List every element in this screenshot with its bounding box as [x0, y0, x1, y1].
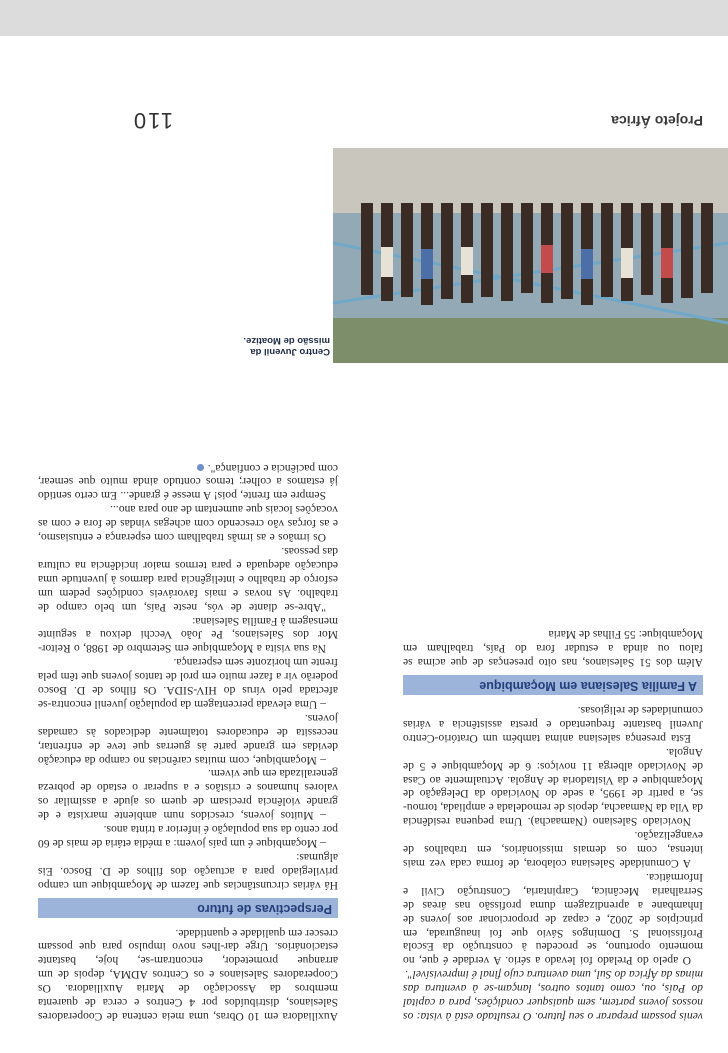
page-number: 110	[131, 108, 173, 133]
paragraph: – Moçambique, com muitas carências no campo da educação devidas em grande parte às guerras que teve de enfrentar, necessita de educadores totalmente dedicados às camadas jovens.	[38, 711, 338, 767]
paragraph: O apelo do Prelado foi levado a sério. A verdade é que, no momento oportuno, se procedeu à construção da Escola Profissional S. Domingos Sávio que foi inaugurada, em princípios de 2002, e capaz de proporcionar aos jovens de Inhambane a aprendizagem duma profissão nas áreas de Serralharia Mecânica, Carpintaria, Construção Civil e Informática.	[403, 870, 703, 968]
right-column	[38, 461, 338, 1023]
scanned-page	[0, 36, 728, 1053]
section-heading-perspectivas: Perspectivas de futuro	[38, 898, 338, 918]
paragraph	[38, 461, 338, 503]
paragraph: Noviciado Salesiano (Namaacha). Uma pequena residência da Vila da Namaacha, depois de remodelada e ampliada, tornou-se, a partir de 1995, a sede do Noviciado da Delegação de Moçambique e da Visitadoria de Angola. Actualmente ao Casa de Noviciado alberga 11 noviços: 6 de Moçambique e 5 de Angola.	[403, 745, 703, 829]
paragraph: Auxiliadora em 10 Obras, uma meia centena de Cooperadores Salesianos, distribuídos por 4 Centros e cerca de quarenta membros da Associação de Maria Auxiliadora. Os Cooperadores Salesianos e os Centros ADMA, depois de um arranque prometedor, encontram-se, hoje, bastante estacionários. Urge dar-lhes novo impulso para que possam crescer em qualidade e quantidade.	[38, 926, 338, 1023]
paragraph: Os irmãos e as irmãs trabalham com esperança e entusiasmo, e as forças vão crescendo com achegas vindas de fora e com as vocações locais que aumentam de ano para ano...	[38, 503, 338, 545]
left-column	[403, 628, 703, 1023]
paragraph: "Abre-se diante de vós, neste País, um belo campo de trabalho. As novas e mais favoráveis condições pedem um esforço de trabalho e inteligência para darmos à juventude uma educação adequada e para termos maior incidência na cultura das pessoas.	[38, 545, 338, 614]
paragraph: – Uma elevada percentagem da população juvenil encontra-se afectada pelo vírus do HIV-SIDA. Os filhos de D. Bosco poderão vir a fazer muito em prol de tantos jovens que têm pela frente um horizonte sem esperança.	[38, 656, 338, 711]
group-photo	[333, 148, 728, 363]
paragraph: Esta presença salesiana anima também um Oratório-Centro Juvenil bastante frequentado e presta assistência a várias comunidades de religiosas.	[403, 704, 703, 745]
paragraph: venis possam preparar o seu futuro. O resultado está à vista: os nossos jovens partem, sem quaisquer condições, para a capital do País, ou, como tantos outros, lançam-se à aventura das minas da África do Sul, uma aventura cujo final é imprevisível".	[403, 968, 703, 1023]
paragraph: – Moçambique é um país jovem: a média etária de mais de 60 por cento da sua população é inferior a trinta anos.	[38, 823, 338, 851]
section-heading-familia: A Família Salesiana em Moçambique	[403, 675, 703, 695]
paragraph: Na sua visita a Moçambique em Setembro de 1988, o Reitor-Mor dos Salesianos, Pe João Vecchi deixou a seguinte mensagem à Família Salesiana:	[38, 614, 338, 656]
paragraph: – Muitos jovens, crescidos num ambiente marxista e de grande violência precisam de quem os ajude a assimilar os valores humanos e cristãos e a superar o estado de pobreza generalizada em que vivem.	[38, 767, 338, 823]
end-mark-icon	[197, 464, 204, 471]
paragraph: A Comunidade Salesiana colabora, de forma cada vez mais intensa, com os demais missionários, em trabalhos de evangelização.	[403, 829, 703, 871]
paragraph: Há várias circunstâncias que fazem de Moçambique um campo privilegiado para a actuação dos filhos de D. Bosco. Eis algumas:	[38, 850, 338, 892]
photo-caption: Centro Juvenil da missão de Moatize.	[243, 335, 330, 357]
rotated-page-content	[0, 36, 728, 1053]
paragraph: Além dos 51 Salesianos, nas oito presenças de que acima se falou ou ainda a estudar fora do País, trabalham em Moçambique: 55 Filhas de Maria	[403, 628, 703, 670]
photo-illustration	[333, 148, 728, 363]
closing-quote-text: Sempre em frente, pois! A messe é grande... Em certo sentido já estamos a colher; temos contudo ainda muito que semear, com paciência e confiança".	[38, 461, 338, 503]
running-title: Projeto África	[611, 113, 703, 129]
